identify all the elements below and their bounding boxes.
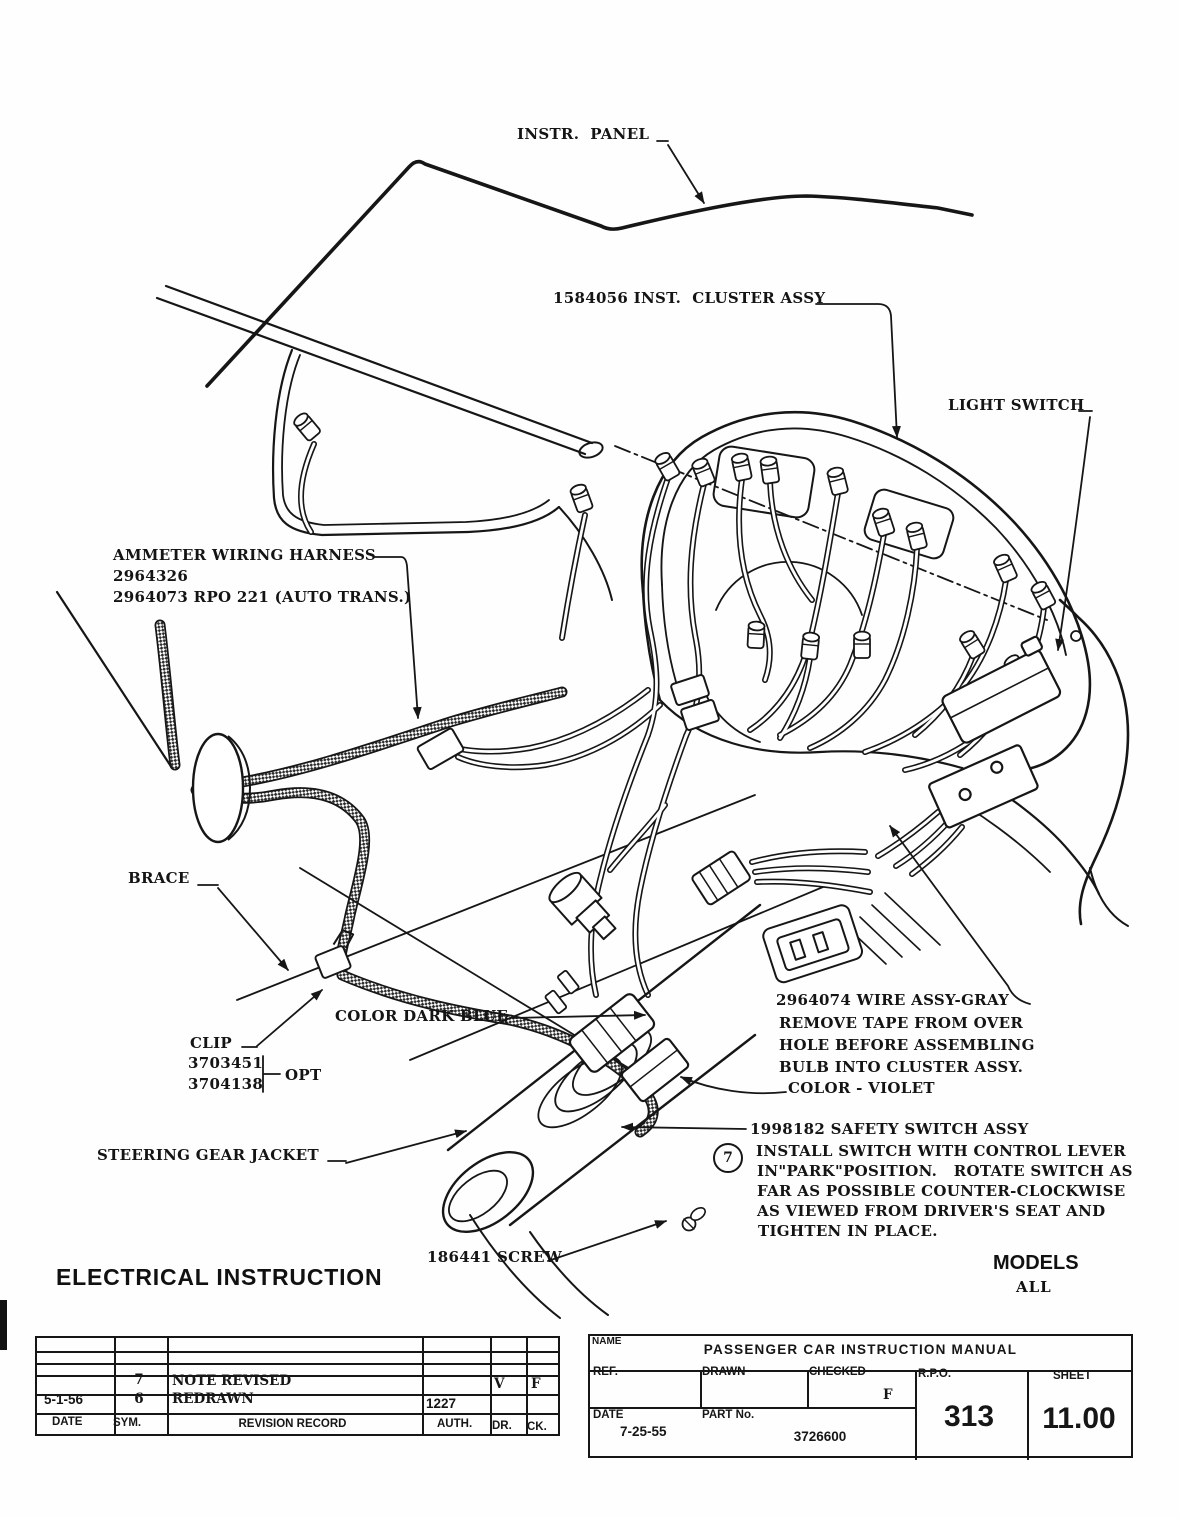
- tb-rpo-value: 313: [943, 1400, 995, 1433]
- rev-row-sym: 7: [134, 1372, 144, 1388]
- tb-name-value: PASSENGER CAR INSTRUCTION MANUAL: [703, 1342, 1018, 1357]
- tb-date-value: 7-25-55: [620, 1424, 667, 1439]
- cluster-assy-arrow: [816, 304, 897, 437]
- ammeter-arrow: [374, 557, 418, 718]
- rev-row-auth: 1227: [426, 1396, 457, 1411]
- label-clip: CLIP: [190, 1034, 232, 1052]
- rev-row-dr: V: [494, 1376, 505, 1392]
- label-instr-panel: INSTR. PANEL: [517, 125, 650, 143]
- label-steering-jacket: STEERING GEAR JACKET: [97, 1146, 319, 1164]
- label-safety-4: FAR AS POSSIBLE COUNTER-CLOCKWISE: [757, 1182, 1126, 1200]
- label-color-violet: COLOR - VIOLET: [788, 1079, 935, 1097]
- tb-drawn-label: DRAWN: [702, 1366, 746, 1378]
- tb-checked-value: F: [883, 1387, 893, 1403]
- label-clip-num-1: 3703451: [188, 1054, 264, 1072]
- tb-checked-label: CHECKED: [809, 1366, 866, 1378]
- label-safety-1: 1998182 SAFETY SWITCH ASSY: [750, 1120, 1029, 1138]
- label-light-switch: LIGHT SWITCH: [948, 396, 1085, 414]
- note-number-circle: 7: [713, 1143, 743, 1173]
- label-cluster-assy: 1584056 INST. CLUSTER ASSY: [553, 289, 826, 307]
- opt-bracket: [263, 1056, 280, 1092]
- rev-header-record: REVISION RECORD: [238, 1418, 347, 1430]
- tb-date-label: DATE: [593, 1409, 624, 1421]
- label-safety-5: AS VIEWED FROM DRIVER'S SEAT AND: [757, 1202, 1106, 1220]
- label-wire-gray-3: HOLE BEFORE ASSEMBLING: [779, 1036, 1035, 1054]
- plug-drawing: [761, 903, 864, 984]
- tb-ref-label: REF.: [593, 1366, 618, 1378]
- tb-name-label: NAME: [592, 1336, 622, 1347]
- label-ammeter-2: 2964326: [113, 567, 189, 585]
- rev-row-date: 5-1-56: [44, 1392, 84, 1407]
- label-wire-gray-1: 2964074 WIRE ASSY-GRAY: [776, 991, 1010, 1009]
- rev-row-record: REDRAWN: [172, 1391, 254, 1407]
- rev-row-record: NOTE REVISED: [172, 1373, 292, 1389]
- rev-header-sym: SYM.: [113, 1417, 142, 1429]
- tb-sheet-label: SHEET: [1053, 1370, 1092, 1382]
- cluster-wires-drawing: [301, 444, 1044, 995]
- rev-header-date: DATE: [52, 1416, 83, 1428]
- label-ammeter-1: AMMETER WIRING HARNESS: [113, 546, 377, 564]
- label-safety-3: IN"PARK"POSITION. ROTATE SWITCH AS: [757, 1162, 1133, 1180]
- instr-panel-arrow: [668, 145, 704, 203]
- label-clip-num-2: 3704138: [188, 1075, 264, 1093]
- steering-jacket-arrow: [346, 1131, 466, 1163]
- rev-header-dr: DR.: [492, 1420, 512, 1432]
- label-screw: 186441 SCREW: [427, 1248, 562, 1266]
- page-title: ELECTRICAL INSTRUCTION: [56, 1264, 383, 1290]
- grommet: [193, 734, 243, 842]
- scan-edge-mark: [0, 1300, 7, 1350]
- label-color-dark-blue: COLOR DARK BLUE: [335, 1007, 509, 1025]
- screw-drawing: [683, 1205, 708, 1230]
- tb-part-value: 3726600: [793, 1429, 847, 1444]
- label-ammeter-3: 2964073 RPO 221 (AUTO TRANS.): [113, 588, 412, 606]
- stepped-socket-drawing: [545, 868, 623, 948]
- screw-arrow: [548, 1221, 666, 1261]
- label-safety-6: TIGHTEN IN PLACE.: [758, 1222, 938, 1240]
- models-value: ALL: [1016, 1278, 1052, 1296]
- label-opt: OPT: [285, 1066, 322, 1084]
- clip-arrow: [257, 990, 322, 1046]
- brace-arrow: [218, 888, 288, 970]
- rev-header-auth: AUTH.: [437, 1418, 473, 1430]
- light-switch-drawing: [928, 636, 1066, 829]
- label-wire-gray-2: REMOVE TAPE FROM OVER: [779, 1014, 1024, 1032]
- rev-row-sym: 6: [134, 1391, 144, 1407]
- tb-sheet-value: 11.00: [1042, 1402, 1116, 1435]
- rev-header-ck: CK.: [527, 1421, 547, 1433]
- tb-rpo-label: R.P.O.: [918, 1368, 952, 1380]
- label-safety-2: INSTALL SWITCH WITH CONTROL LEVER: [756, 1142, 1127, 1160]
- tb-part-label: PART No.: [702, 1409, 755, 1421]
- label-brace: BRACE: [128, 869, 190, 887]
- rev-row-ck: F: [531, 1376, 541, 1392]
- bulb-sockets: [292, 411, 1056, 684]
- label-wire-gray-4: BULB INTO CLUSTER ASSY.: [779, 1058, 1024, 1076]
- models-label: MODELS: [993, 1252, 1079, 1274]
